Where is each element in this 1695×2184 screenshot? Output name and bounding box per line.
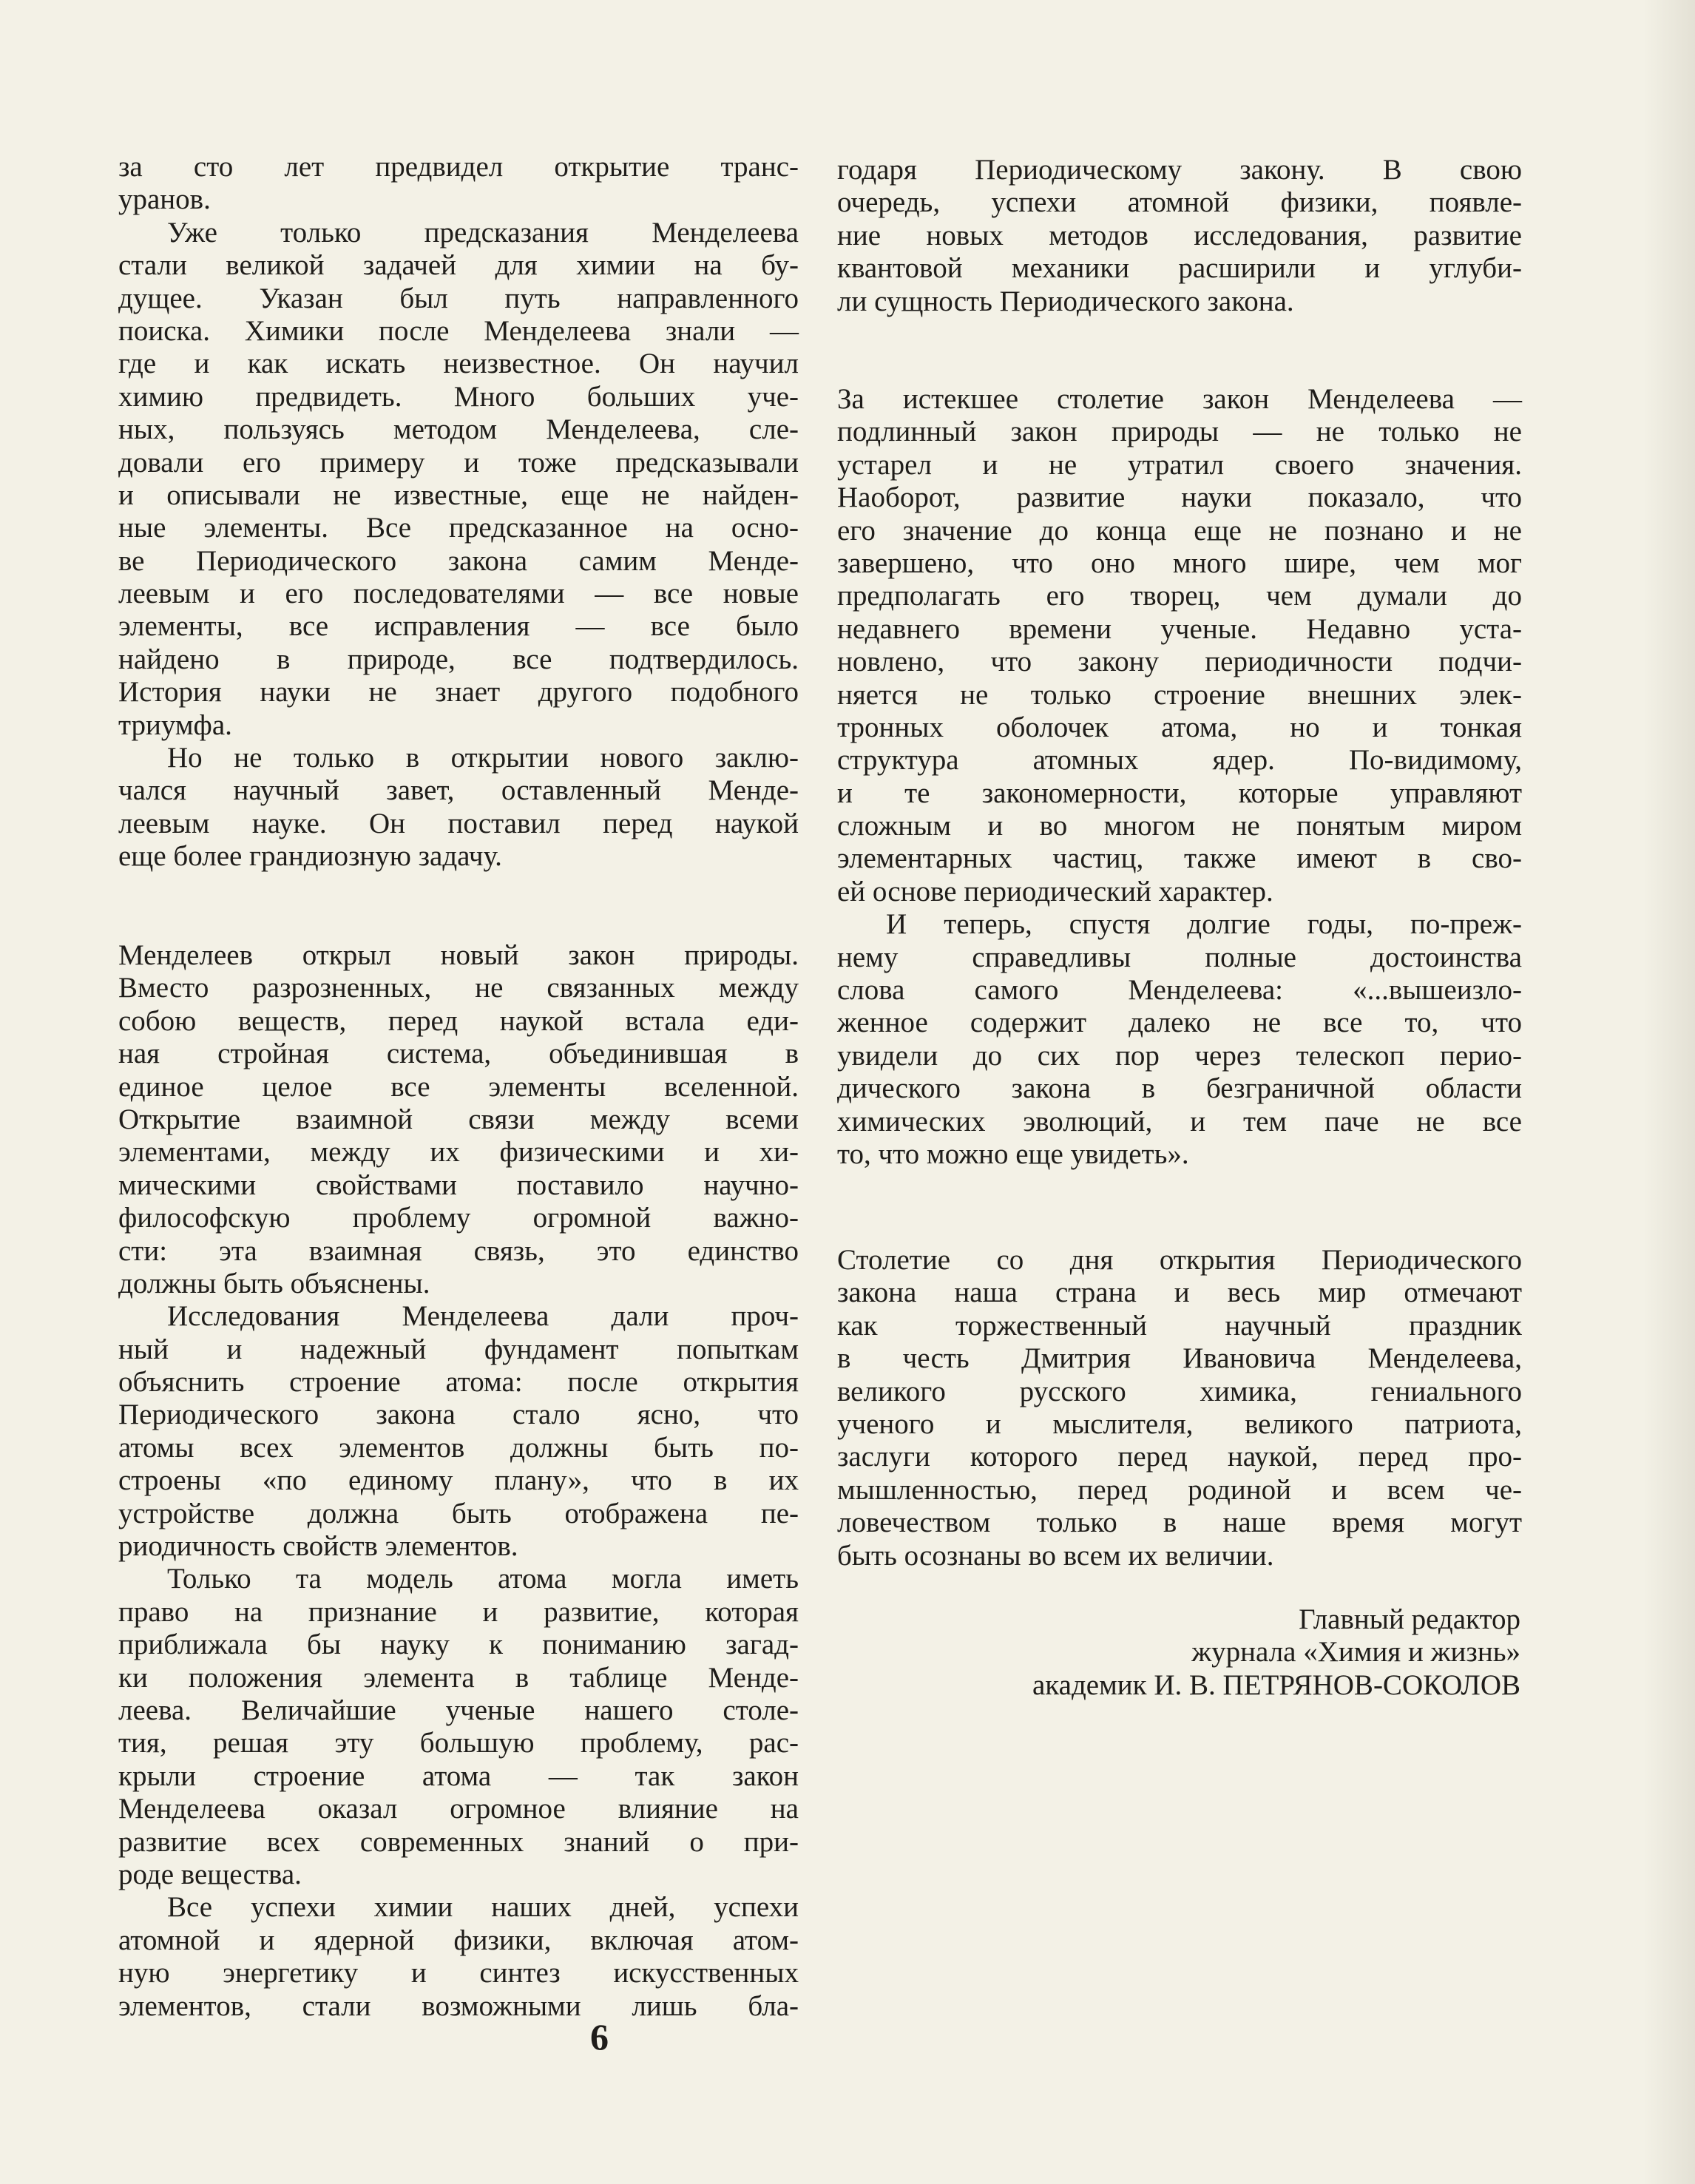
paragraph: [118, 742, 799, 873]
text-line: тия, решая эту большую проблему, рас-: [118, 1727, 799, 1759]
text-line: довали его примеру и тоже предсказывали: [118, 446, 799, 479]
text-line: ная стройная система, объединившая в: [118, 1038, 799, 1070]
text-line: нему справедливы полные достоинства: [837, 941, 1522, 973]
paragraph: [118, 1891, 799, 2023]
left-column-top-text: [118, 151, 799, 873]
text-line: очередь, успехи атомной физики, появле-: [837, 186, 1522, 219]
text-line: леева. Величайшие ученые нашего столе-: [118, 1694, 799, 1726]
right-column-top-text: [837, 154, 1522, 318]
text-line: структура атомных ядер. По-видимому,: [837, 744, 1522, 777]
text-line: мическими свойствами поставило научно-: [118, 1169, 799, 1201]
author-signature: [1032, 1603, 1520, 1702]
right-column-middle-text: [837, 383, 1522, 1171]
text-line: ных, пользуясь методом Менделеева, сле-: [118, 413, 799, 446]
text-line: ные элементы. Все предсказанное на осно-: [118, 512, 799, 544]
text-line: триумфа.: [118, 709, 232, 741]
text-line: заслуги которого перед наукой, перед про-: [837, 1441, 1522, 1473]
text-line: Менделеев открыл новый закон природы.: [118, 939, 799, 971]
text-line: няется не только строение внешних элек-: [837, 678, 1522, 711]
text-line: ловечеством только в наше время могут: [837, 1507, 1522, 1539]
text-line: чался научный завет, оставленный Менде-: [118, 774, 799, 807]
text-line: ние новых методов исследования, развитие: [837, 219, 1522, 251]
text-line: Все успехи химии наших дней, успехи: [167, 1891, 799, 1924]
text-line: роде вещества.: [118, 1858, 302, 1890]
paragraph: [837, 383, 1522, 908]
text-line: крыли строение атома — так закон: [118, 1759, 799, 1792]
signature-name: академик И. В. ПЕТРЯНОВ-СОКОЛОВ: [1032, 1669, 1520, 1701]
paragraph: [118, 151, 799, 217]
paragraph: [837, 908, 1522, 1171]
text-line: За истекшее столетие закон Менделеева —: [837, 383, 1522, 415]
text-line: предполагать его творец, чем думали до: [837, 580, 1522, 612]
text-line: ную энергетику и синтез искусственных: [118, 1957, 799, 1989]
text-line: Исследования Менделеева дали проч-: [167, 1300, 799, 1333]
text-line: элементов, стали возможными лишь бла-: [118, 1989, 799, 2022]
text-line: химических эволюций, и тем паче не все: [837, 1105, 1522, 1137]
text-line: тронных оболочек атома, но и тонкая: [837, 711, 1522, 743]
text-line: годаря Периодическому закону. В свою: [837, 154, 1522, 186]
text-line: сти: эта взаимная связь, это единство: [118, 1234, 799, 1267]
text-line: закона наша страна и весь мир отмечают: [837, 1277, 1522, 1309]
text-line: Столетие со дня открытия Периодического: [837, 1244, 1522, 1276]
text-line: еще более грандиозную задачу.: [118, 840, 502, 873]
text-line: его значение до конца еще не познано и не: [837, 514, 1522, 547]
text-line: за сто лет предвидел открытие транс-: [118, 151, 799, 183]
text-line: устройстве должна быть отображена пе-: [118, 1497, 799, 1529]
text-line: элементарных частиц, также имеют в сво-: [837, 842, 1522, 875]
text-line: Только та модель атома могла иметь: [167, 1563, 799, 1595]
text-line: быть осознаны во всем их величии.: [837, 1539, 1274, 1572]
text-line: устарел и не утратил своего значения.: [837, 448, 1522, 481]
page-number: 6: [590, 2016, 609, 2058]
text-line: элементами, между их физическими и хи-: [118, 1136, 799, 1169]
signature-journal: журнала «Химия и жизнь»: [1191, 1636, 1520, 1669]
text-line: слова самого Менделеева: «...вышеизло-: [837, 974, 1522, 1007]
text-line: ки положения элемента в таблице Менде-: [118, 1661, 799, 1694]
paragraph: [118, 1300, 799, 1563]
text-line: увидели до сих пор через телескоп перио-: [837, 1039, 1522, 1072]
text-line: ли сущность Периодического закона.: [837, 285, 1294, 317]
text-line: и те закономерности, которые управляют: [837, 777, 1522, 809]
text-line: атомной и ядерной физики, включая атом-: [118, 1924, 799, 1956]
text-line: приближала бы науку к пониманию загад-: [118, 1629, 799, 1661]
text-line: должны быть объяснены.: [118, 1267, 430, 1299]
text-line: Наоборот, развитие науки показало, что: [837, 481, 1522, 514]
text-line: Уже только предсказания Менделеева: [167, 216, 799, 249]
text-line: Открытие взаимной связи между всеми: [118, 1103, 799, 1135]
text-line: ей основе периодический характер.: [837, 875, 1273, 907]
text-line: уранов.: [118, 183, 211, 216]
text-line: Менделеева оказал огромное влияние на: [118, 1793, 799, 1825]
text-line: найдено в природе, все подтвердилось.: [118, 643, 799, 675]
text-line: поиска. Химики после Менделеева знали —: [118, 314, 799, 347]
text-line: собою веществ, перед наукой встала еди-: [118, 1004, 799, 1037]
text-line: где и как искать неизвестное. Он научил: [118, 348, 799, 380]
text-line: леевым науке. Он поставил перед наукой: [118, 807, 799, 839]
paragraph: [118, 217, 799, 742]
paragraph: [837, 154, 1522, 318]
text-line: в честь Дмитрия Ивановича Менделеева,: [837, 1342, 1522, 1375]
text-line: дического закона в безграничной области: [837, 1072, 1522, 1105]
text-line: элементы, все исправления — все было: [118, 610, 799, 643]
text-line: развитие всех современных знаний о при-: [118, 1825, 799, 1858]
text-line: леевым и его последователями — все новые: [118, 578, 799, 610]
text-line: Но не только в открытии нового заклю-: [167, 742, 799, 774]
text-line: ученого и мыслителя, великого патриота,: [837, 1407, 1522, 1440]
text-line: строены «по единому плану», что в их: [118, 1464, 799, 1497]
signature-title: Главный редактор: [1299, 1603, 1520, 1635]
text-line: стали великой задачей для химии на бу-: [118, 249, 799, 282]
text-line: ве Периодического закона самим Менде-: [118, 544, 799, 577]
text-line: ный и надежный фундамент попыткам: [118, 1333, 799, 1365]
text-line: История науки не знает другого подобного: [118, 676, 799, 709]
text-line: великого русского химика, гениального: [837, 1375, 1522, 1407]
paragraph: [118, 1563, 799, 1891]
page-edge-shadow: [1643, 0, 1695, 2184]
text-line: квантовой механики расширили и углуби-: [837, 252, 1522, 285]
text-line: мышленностью, перед родиной и всем че-: [837, 1473, 1522, 1506]
text-line: и описывали не известные, еще не найден-: [118, 479, 799, 511]
text-line: объяснить строение атома: после открытия: [118, 1366, 799, 1399]
text-line: химию предвидеть. Много больших уче-: [118, 380, 799, 413]
text-line: риодичность свойств элементов.: [118, 1530, 518, 1563]
paragraph: [837, 1244, 1522, 1572]
text-line: философскую проблему огромной важно-: [118, 1202, 799, 1234]
text-line: дущее. Указан был путь направленного: [118, 282, 799, 314]
text-line: завершено, что оно много шире, чем мог: [837, 547, 1522, 579]
text-line: И теперь, спустя долгие годы, по-преж-: [886, 908, 1522, 941]
right-column-closing-text: [837, 1244, 1522, 1572]
text-line: недавнего времени ученые. Недавно уста-: [837, 612, 1522, 645]
text-line: то, что можно еще увидеть».: [837, 1137, 1189, 1170]
text-line: единое целое все элементы вселенной.: [118, 1070, 799, 1103]
text-line: подлинный закон природы — не только не: [837, 416, 1522, 448]
text-line: как торжественный научный праздник: [837, 1309, 1522, 1342]
text-line: женное содержит далеко не все то, что: [837, 1007, 1522, 1039]
text-line: новлено, что закону периодичности подчи-: [837, 646, 1522, 678]
text-line: Периодического закона стало ясно, что: [118, 1399, 799, 1431]
text-line: право на признание и развитие, которая: [118, 1595, 799, 1628]
left-column-bottom-text: [118, 939, 799, 2023]
text-line: сложным и во многом не понятым миром: [837, 810, 1522, 842]
text-line: Вместо разрозненных, не связанных между: [118, 972, 799, 1004]
paragraph: [118, 939, 799, 1300]
text-line: атомы всех элементов должны быть по-: [118, 1431, 799, 1464]
